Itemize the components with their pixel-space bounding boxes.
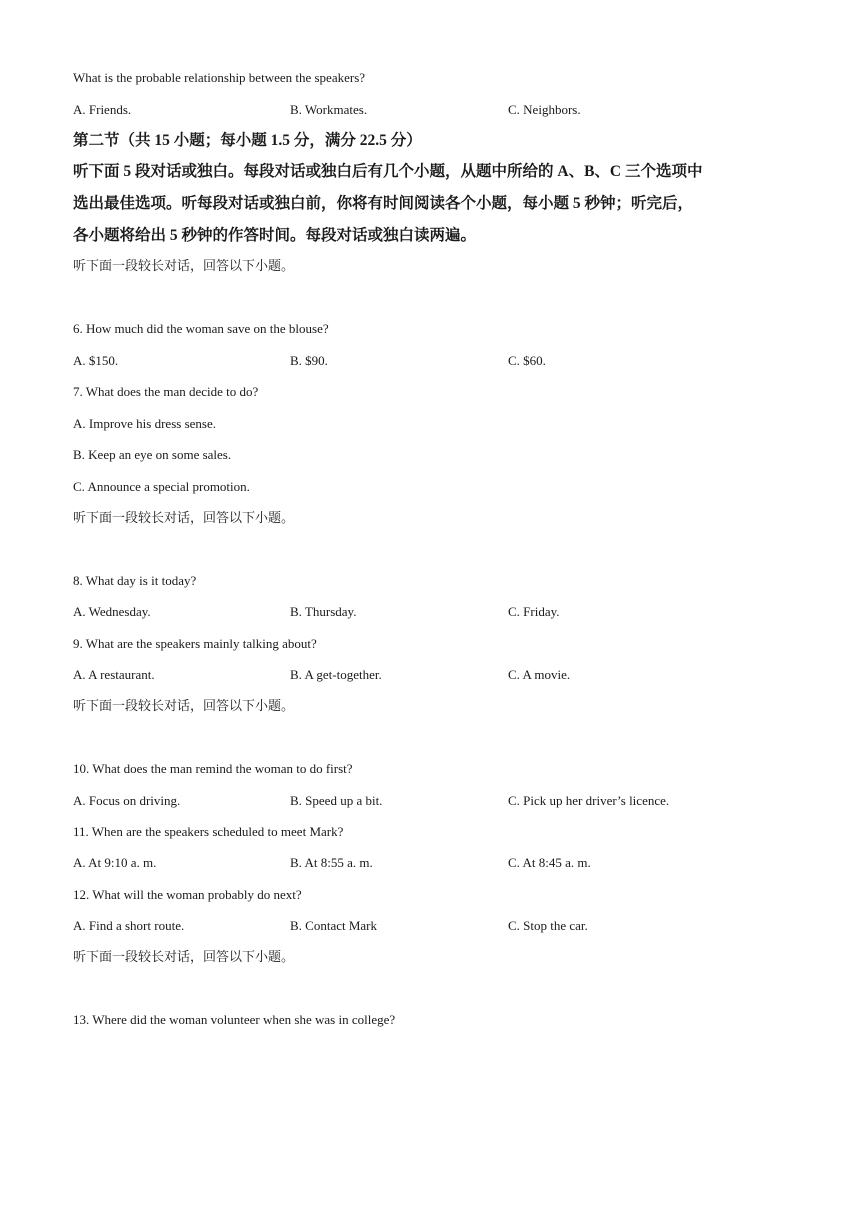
question-11-option-a: A. At 9:10 a. m. bbox=[73, 855, 157, 870]
section-instructions-line-3: 各小题将给出 5 秒钟的作答时间。每段对话或独白读两遍。 bbox=[73, 227, 477, 244]
question-12-text: 12. What will the woman probably do next? bbox=[73, 887, 302, 902]
question-10-option-c: C. Pick up her driver’s licence. bbox=[508, 793, 670, 808]
dialogue-note: 听下面一段较长对话，回答以下小题。 bbox=[73, 698, 295, 713]
question-8-text: 8. What day is it today? bbox=[73, 573, 197, 588]
question-9-option-a: A. A restaurant. bbox=[73, 667, 155, 682]
question-9-option-c: C. A movie. bbox=[508, 667, 571, 682]
question-9-text: 9. What are the speakers mainly talking about? bbox=[73, 636, 317, 651]
question-8-option-c: C. Friday. bbox=[508, 604, 560, 619]
question-9-option-b: B. A get-together. bbox=[290, 667, 382, 682]
section-instructions-line-2: 选出最佳选项。听每段对话或独白前，你将有时间阅读各个小题，每小题 5 秒钟；听完后， bbox=[73, 195, 694, 212]
section-heading: 第二节（共 15 小题；每小题 1.5 分，满分 22.5 分） bbox=[73, 132, 422, 149]
dialogue-note: 听下面一段较长对话，回答以下小题。 bbox=[73, 258, 295, 273]
question-5-option-b: B. Workmates. bbox=[290, 102, 368, 117]
question-12-option-a: A. Find a short route. bbox=[73, 918, 185, 933]
question-10-option-a: A. Focus on driving. bbox=[73, 793, 181, 808]
question-11-option-b: B. At 8:55 a. m. bbox=[290, 855, 373, 870]
question-7-text: 7. What does the man decide to do? bbox=[73, 384, 259, 399]
section-instructions-line-1: 听下面 5 段对话或独白。每段对话或独白后有几个小题，从题中所给的 A、B、C 三个选项中 bbox=[73, 163, 703, 180]
question-5-option-a: A. Friends. bbox=[73, 102, 132, 117]
dialogue-note: 听下面一段较长对话，回答以下小题。 bbox=[73, 510, 295, 525]
question-6-option-b: B. $90. bbox=[290, 353, 328, 368]
question-5-option-c: C. Neighbors. bbox=[508, 102, 581, 117]
question-11-option-c: C. At 8:45 a. m. bbox=[508, 855, 591, 870]
question-5-text: What is the probable relationship between the speakers? bbox=[73, 70, 366, 85]
question-11-text: 11. When are the speakers scheduled to meet Mark? bbox=[73, 824, 344, 839]
question-7-option-b: B. Keep an eye on some sales. bbox=[73, 447, 232, 462]
question-12-option-b: B. Contact Mark bbox=[290, 918, 378, 933]
question-12-option-c: C. Stop the car. bbox=[508, 918, 588, 933]
question-7-option-a: A. Improve his dress sense. bbox=[73, 416, 216, 431]
dialogue-note: 听下面一段较长对话，回答以下小题。 bbox=[73, 949, 295, 964]
question-8-option-b: B. Thursday. bbox=[290, 604, 357, 619]
question-10-option-b: B. Speed up a bit. bbox=[290, 793, 383, 808]
question-6-text: 6. How much did the woman save on the blouse? bbox=[73, 321, 329, 336]
question-10-text: 10. What does the man remind the woman to do first? bbox=[73, 761, 353, 776]
question-8-option-a: A. Wednesday. bbox=[73, 604, 151, 619]
question-13-text: 13. Where did the woman volunteer when she was in college? bbox=[73, 1012, 396, 1027]
question-6-option-a: A. $150. bbox=[73, 353, 119, 368]
question-7-option-c: C. Announce a special promotion. bbox=[73, 479, 250, 494]
question-6-option-c: C. $60. bbox=[508, 353, 546, 368]
